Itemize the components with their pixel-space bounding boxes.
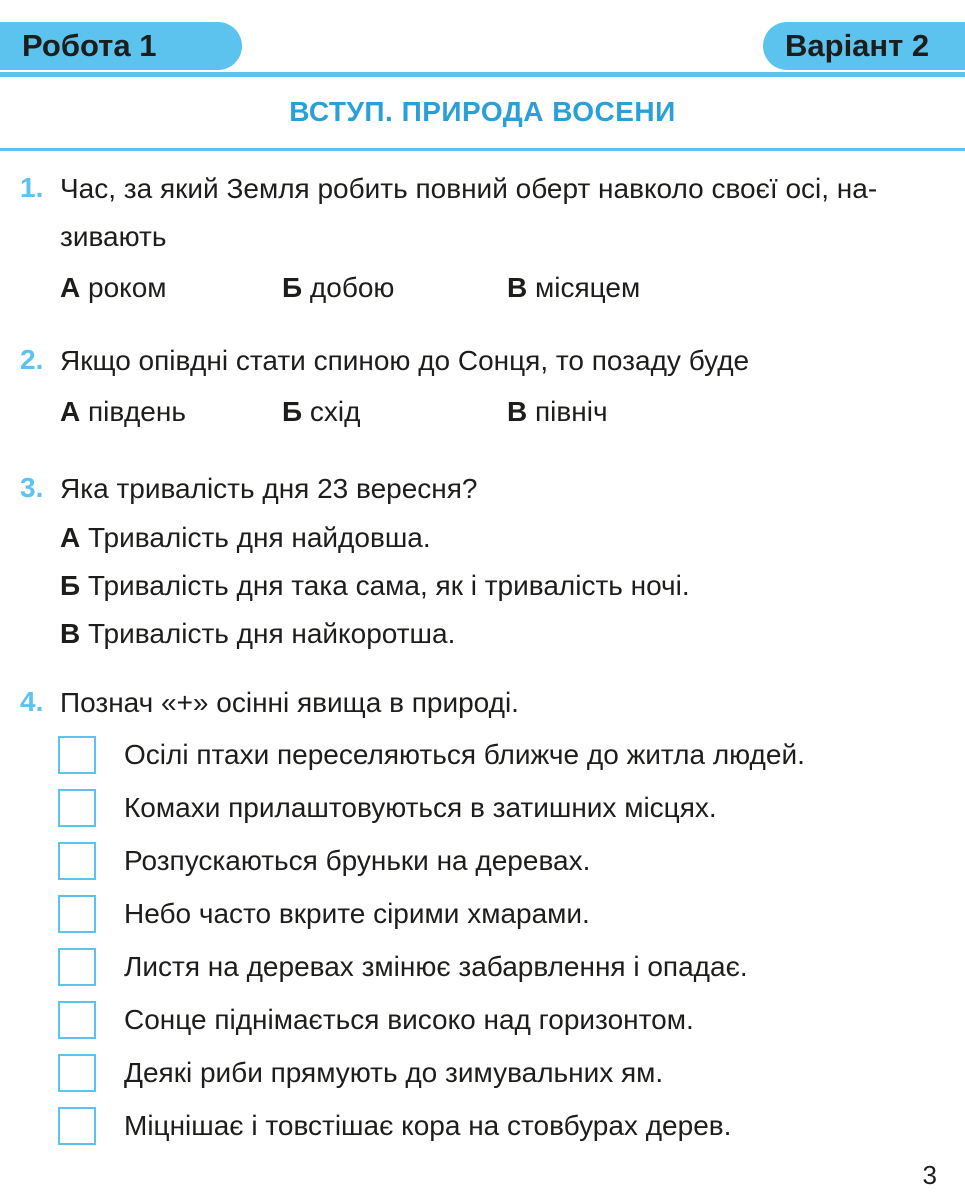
- question-number: 1.: [20, 172, 44, 203]
- section-title: ВСТУП. ПРИРОДА ВОСЕНИ: [289, 96, 676, 127]
- work-number-label: Робота 1: [22, 28, 157, 63]
- answer-option[interactable]: [507, 396, 608, 428]
- question-text: Познач «+» осінні явища в природі.: [60, 687, 519, 718]
- checklist-item-label: Деякі риби прямують до зимувальних ям.: [124, 1057, 664, 1088]
- option-letter: Б: [60, 570, 81, 601]
- question-number: 2.: [20, 344, 44, 375]
- option-letter: В: [507, 396, 528, 427]
- answer-checkbox[interactable]: [58, 789, 96, 827]
- answer-option[interactable]: [60, 272, 167, 304]
- answer-option[interactable]: [282, 272, 394, 304]
- question-number: 4.: [20, 686, 44, 717]
- answer-checkbox[interactable]: [58, 736, 96, 774]
- question-text: Яка тривалість дня 23 вересня?: [60, 473, 478, 504]
- question-text: Якщо опівдні стати спиною до Сонця, то позаду буде: [60, 345, 750, 376]
- option-letter: Б: [282, 272, 303, 303]
- option-text: роком: [88, 272, 167, 303]
- answer-option[interactable]: [60, 522, 431, 554]
- option-letter: А: [60, 396, 81, 427]
- answer-option[interactable]: [60, 570, 690, 602]
- section-divider: [0, 148, 965, 151]
- variant-badge: [763, 22, 965, 70]
- checklist-item-label: Небо часто вкрите сірими хмарами.: [124, 898, 590, 929]
- option-text: Тривалість дня найкоротша.: [88, 618, 456, 649]
- answer-checkbox[interactable]: [58, 1001, 96, 1039]
- checklist-item-label: Комахи прилаштовуються в затишних місцях.: [124, 792, 717, 823]
- work-number-badge: [0, 22, 242, 70]
- page-number: 3: [922, 1160, 937, 1190]
- answer-option[interactable]: [60, 396, 186, 428]
- option-letter: Б: [282, 396, 303, 427]
- answer-option[interactable]: [60, 618, 455, 650]
- variant-label: Варіант 2: [785, 28, 930, 63]
- answer-checkbox[interactable]: [58, 895, 96, 933]
- checklist-item-label: Осілі птахи переселяються ближче до житла людей.: [124, 739, 805, 770]
- option-text: Тривалість дня найдовша.: [88, 522, 431, 553]
- answer-option[interactable]: [282, 396, 360, 428]
- question-text: Час, за який Земля робить повний оберт навколо своєї осі, на-зивають: [60, 173, 878, 252]
- checklist-item-label: Сонце піднімається високо над горизонтом.: [124, 1004, 694, 1035]
- answer-checkbox[interactable]: [58, 948, 96, 986]
- answer-checkbox[interactable]: [58, 1107, 96, 1145]
- option-text: південь: [88, 396, 186, 427]
- question-number: 3.: [20, 472, 44, 503]
- checklist-item-label: Міцнішає і товстішає кора на стовбурах дерев.: [124, 1110, 732, 1141]
- option-letter: В: [60, 618, 81, 649]
- header-divider: [0, 72, 965, 77]
- option-text: місяцем: [535, 272, 641, 303]
- answer-checkbox[interactable]: [58, 842, 96, 880]
- option-letter: А: [60, 272, 81, 303]
- option-text: північ: [535, 396, 608, 427]
- option-text: добою: [309, 272, 395, 303]
- option-letter: А: [60, 522, 81, 553]
- option-letter: В: [507, 272, 528, 303]
- answer-checkbox[interactable]: [58, 1054, 96, 1092]
- option-text: Тривалість дня така сама, як і тривалість ночі.: [87, 570, 690, 601]
- checklist-item-label: Розпускаються бруньки на деревах.: [124, 845, 591, 876]
- checklist-item-label: Листя на деревах змінює забарвлення і опадає.: [124, 951, 748, 982]
- option-text: схід: [309, 396, 361, 427]
- answer-option[interactable]: [507, 272, 640, 304]
